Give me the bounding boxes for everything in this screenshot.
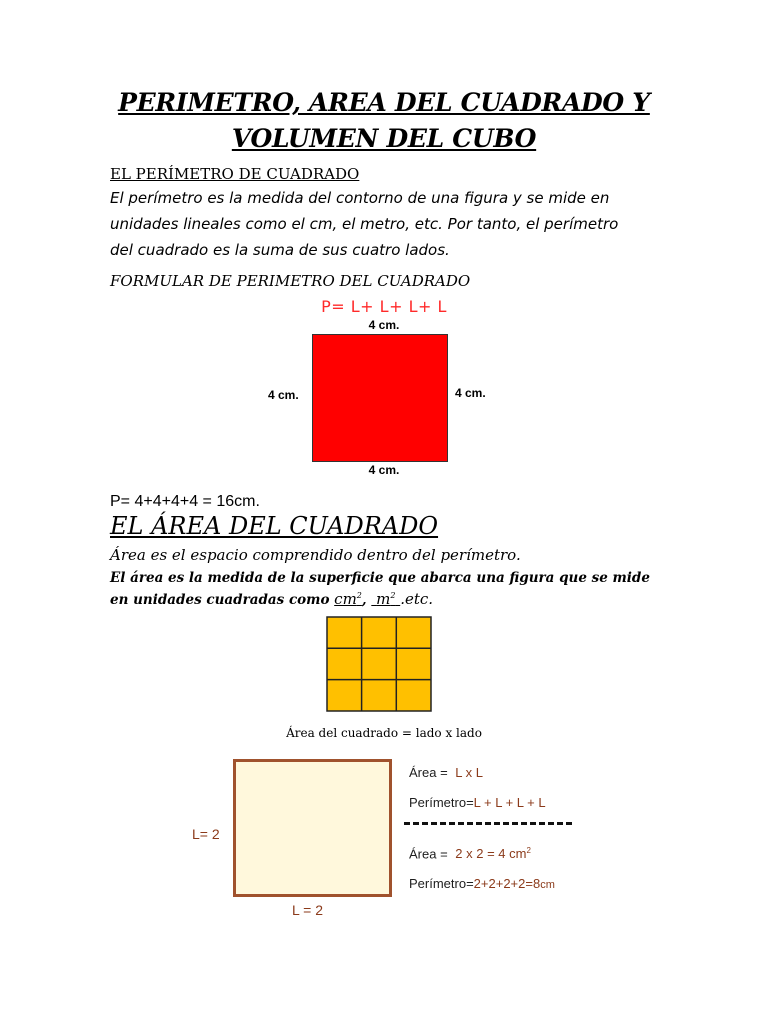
unit-m-exp: 2 <box>390 591 396 600</box>
side-label-left: 4 cm. <box>268 388 299 402</box>
unit-cm-exp: 2 <box>356 591 362 600</box>
area-calc-exp: 2 <box>526 846 531 855</box>
perimeter-formula-value: L + L + L + L <box>473 795 546 810</box>
area-formula-label: Área = <box>409 765 448 780</box>
area-formula-row <box>409 765 483 780</box>
area-calc-value: 2 x 2 = 4 cm <box>455 846 527 862</box>
perimeter-calc: P= 4+4+4+4 = 16cm. <box>110 493 260 510</box>
area-def2-prefix: en unidades cuadradas como <box>110 592 330 608</box>
perimeter-calc-label: Perímetro= <box>409 876 474 891</box>
example-square <box>233 759 392 897</box>
perimeter-paragraph <box>110 185 658 263</box>
area-grid <box>326 616 432 712</box>
side-label-top: 4 cm. <box>368 318 400 332</box>
grid-background <box>327 617 431 711</box>
example-left-label: L= 2 <box>192 826 220 842</box>
side-label-bottom: 4 cm. <box>368 463 400 477</box>
area-formula-value: L x L <box>455 765 483 780</box>
side-label-right: 4 cm. <box>455 386 486 400</box>
red-square <box>312 334 448 462</box>
perimeter-para-line3: del cuadrado es la suma de sus cuatro lados. <box>110 241 450 259</box>
perimeter-formula-row <box>409 795 546 810</box>
area-definition-1: Área es el espacio comprendido dentro del perímetro. <box>110 546 521 564</box>
unit-cm2 <box>334 590 362 608</box>
perimeter-calc-row <box>409 876 555 891</box>
perimeter-heading: EL PERÍMETRO DE CUADRADO <box>110 165 360 183</box>
page-title-line1: PERIMETRO, AREA DEL CUADRADO Y <box>118 88 650 117</box>
unit-comma: , <box>361 592 367 608</box>
perimeter-para-line2: unidades lineales como el cm, el metro, etc. Por tanto, el perímetro <box>110 215 619 233</box>
unit-m2 <box>371 590 400 608</box>
unit-etc: .etc. <box>400 590 434 608</box>
area-calc-row <box>409 846 531 861</box>
area-caption: Área del cuadrado = lado x lado <box>286 726 482 740</box>
page-title-line2: VOLUMEN DEL CUBO <box>231 124 537 153</box>
unit-cm: cm <box>334 590 357 608</box>
area-definition-2-line2 <box>110 590 433 608</box>
area-heading: EL ÁREA DEL CUADRADO <box>110 512 439 540</box>
area-definition-2-line1: El área es la medida de la superficie que abarca una figura que se mide <box>110 570 650 586</box>
unit-m: m <box>376 590 391 608</box>
perimeter-para-line1: El perímetro es la medida del contorno de una figura y se mide en <box>110 189 610 207</box>
area-calc-label: Área = <box>409 846 448 862</box>
perimeter-calc-unit: cm <box>540 879 555 891</box>
formula-heading: FORMULAR DE PERIMETRO DEL CUADRADO <box>110 272 471 290</box>
example-bottom-label: L = 2 <box>292 902 324 918</box>
perimeter-formula: P= L+ L+ L+ L <box>321 297 447 316</box>
perimeter-formula-label: Perímetro= <box>409 795 474 810</box>
perimeter-calc-value: 2+2+2+2=8 <box>473 876 541 891</box>
dashed-divider <box>404 822 572 825</box>
